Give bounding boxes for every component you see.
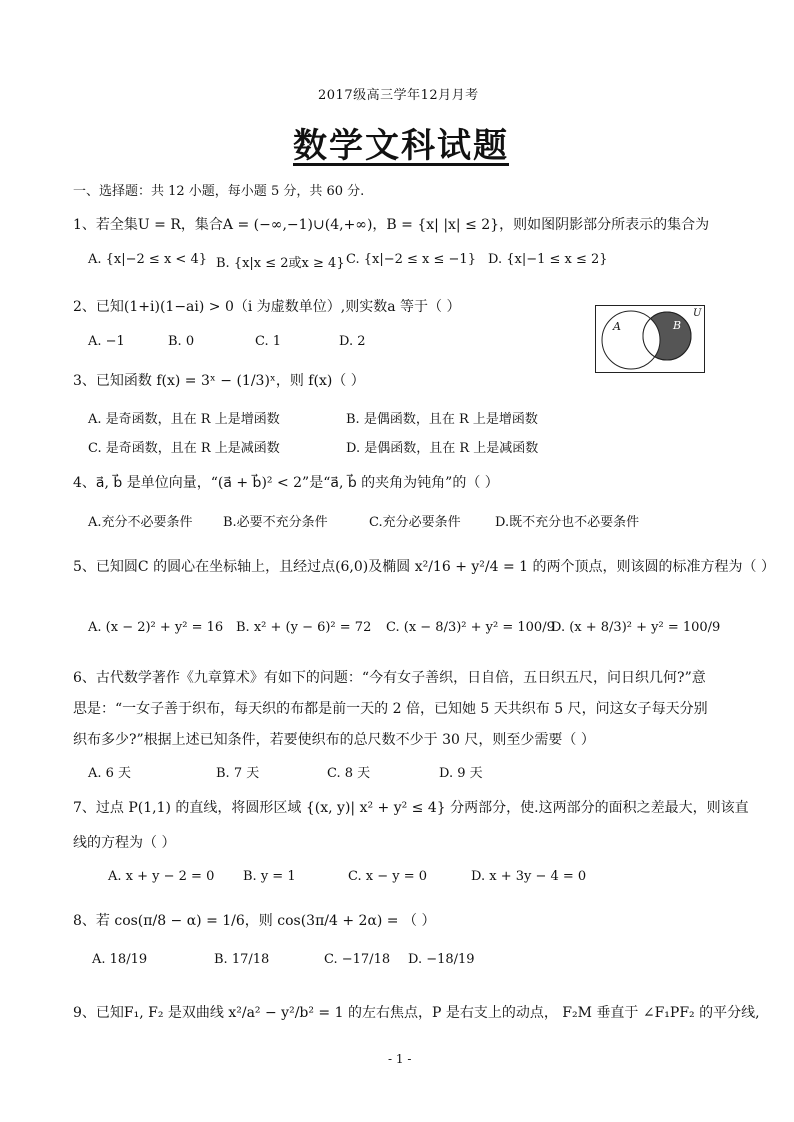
question-6-line-2: 思是：“一女子善于织布，每天织的布都是前一天的 2 倍，已知她 5 天共织布 5 尺，问这女子每天分别 xyxy=(73,701,708,717)
question-1-stem: 1、若全集U = R，集合A = (−∞,−1)∪(4,+∞)，B = {x| |x| ≤ 2}，则如图阴影部分所表示的集合为 xyxy=(73,217,710,233)
q6-option-c: C. 8 天 xyxy=(327,766,371,781)
q3-option-b: B. 是偶函数，且在 R 上是增函数 xyxy=(346,412,538,427)
q4-option-a: A.充分不必要条件 xyxy=(88,515,193,530)
section-heading: 一、选择题：共 12 小题，每小题 5 分，共 60 分. xyxy=(73,184,365,199)
q3-option-d: D. 是偶函数，且在 R 上是减函数 xyxy=(346,441,539,456)
q4-option-d: D.既不充分也不必要条件 xyxy=(495,515,640,530)
venn-label-b: B xyxy=(673,319,682,332)
q1-option-b: B. {x|x ≤ 2或x ≥ 4} xyxy=(216,256,345,271)
q5-option-b: B. x² + (y − 6)² = 72 xyxy=(236,620,372,635)
question-2-stem: 2、已知(1+i)(1−ai) > 0（i 为虚数单位）,则实数a 等于（ ） xyxy=(73,299,461,315)
question-4-options xyxy=(88,511,639,530)
question-8-stem: 8、若 cos(π/8 − α) = 1/6，则 cos(3π/4 + 2α) = （ ） xyxy=(73,913,436,929)
q6-option-d: D. 9 天 xyxy=(439,766,483,781)
question-6-line-3: 织布多少?”根据上述已知条件，若要使织布的总尺数不少于 30 尺，则至少需要（ ） xyxy=(73,732,595,748)
question-1-options xyxy=(88,252,728,271)
q4-option-b: B.必要不充分条件 xyxy=(223,515,328,530)
question-8-options xyxy=(92,952,475,967)
q2-option-d: D. 2 xyxy=(339,334,366,349)
exam-subtitle: 2017级高三学年12月月考 xyxy=(318,88,479,103)
q2-option-b: B. 0 xyxy=(168,334,195,349)
question-3-options-row1 xyxy=(88,408,538,427)
question-3-options-row2 xyxy=(88,437,538,456)
q8-option-d: D. −18/19 xyxy=(408,952,475,967)
q7-option-a: A. x + y − 2 = 0 xyxy=(108,869,215,884)
question-3-stem: 3、已知函数 f(x) = 3ˣ − (1/3)ˣ，则 f(x)（ ） xyxy=(73,373,365,389)
venn-label-u: U xyxy=(693,308,702,319)
q7-option-c: C. x − y = 0 xyxy=(348,869,428,884)
question-7-line-2: 线的方程为（ ） xyxy=(73,835,176,851)
q4-option-c: C.充分必要条件 xyxy=(369,515,461,530)
question-5-options xyxy=(88,620,720,635)
question-7-line-1: 7、过点 P(1,1) 的直线，将圆形区域 {(x, y)| x² + y² ≤ 4} 分两部分，使.这两部分的面积之差最大，则该直 xyxy=(73,800,749,816)
q8-option-b: B. 17/18 xyxy=(214,952,270,967)
q5-option-d: D. (x + 8/3)² + y² = 100/9 xyxy=(551,620,721,635)
question-6-options xyxy=(88,762,483,781)
page-title: 数学文科试题 xyxy=(293,126,509,166)
q6-option-a: A. 6 天 xyxy=(88,766,132,781)
q5-option-c: C. (x − 8/3)² + y² = 100/9 xyxy=(386,620,555,635)
q6-option-b: B. 7 天 xyxy=(216,766,260,781)
q1-option-a: A. {x|−2 ≤ x < 4} xyxy=(88,252,207,267)
question-7-options xyxy=(108,869,586,884)
q8-option-a: A. 18/19 xyxy=(92,952,148,967)
venn-diagram xyxy=(595,305,705,373)
venn-label-a: A xyxy=(613,320,621,333)
q5-option-a: A. (x − 2)² + y² = 16 xyxy=(88,620,224,635)
q2-option-a: A. −1 xyxy=(88,334,125,349)
question-5-stem: 5、已知圆C 的圆心在坐标轴上，且经过点(6,0)及椭圆 x²/16 + y²/4 = 1 的两个顶点，则该圆的标准方程为（ ） xyxy=(73,559,775,575)
question-9-stem: 9、已知F₁, F₂ 是双曲线 x²/a² − y²/b² = 1 的左右焦点，P 是右支上的动点， F₂M 垂直于 ∠F₁PF₂ 的平分线, xyxy=(73,1005,760,1021)
q3-option-a: A. 是奇函数，且在 R 上是增函数 xyxy=(88,412,280,427)
page-number: - 1 - xyxy=(388,1052,412,1066)
q3-option-c: C. 是奇函数，且在 R 上是减函数 xyxy=(88,441,280,456)
q1-option-d: D. {x|−1 ≤ x ≤ 2} xyxy=(488,252,608,267)
q2-option-c: C. 1 xyxy=(255,334,282,349)
question-6-line-1: 6、古代数学著作《九章算术》有如下的问题：“今有女子善织，日自倍，五日织五尺，问日织几何?”意 xyxy=(73,670,706,686)
q8-option-c: C. −17/18 xyxy=(324,952,391,967)
q7-option-d: D. x + 3y − 4 = 0 xyxy=(471,869,587,884)
q7-option-b: B. y = 1 xyxy=(243,869,296,884)
question-4-stem: 4、a⃗, b⃗ 是单位向量，“(a⃗ + b⃗)² < 2”是“a⃗, b⃗ 的夹角为钝角”的（ ） xyxy=(73,475,499,491)
q1-option-c: C. {x|−2 ≤ x ≤ −1} xyxy=(346,252,476,267)
question-2-options xyxy=(88,334,399,349)
